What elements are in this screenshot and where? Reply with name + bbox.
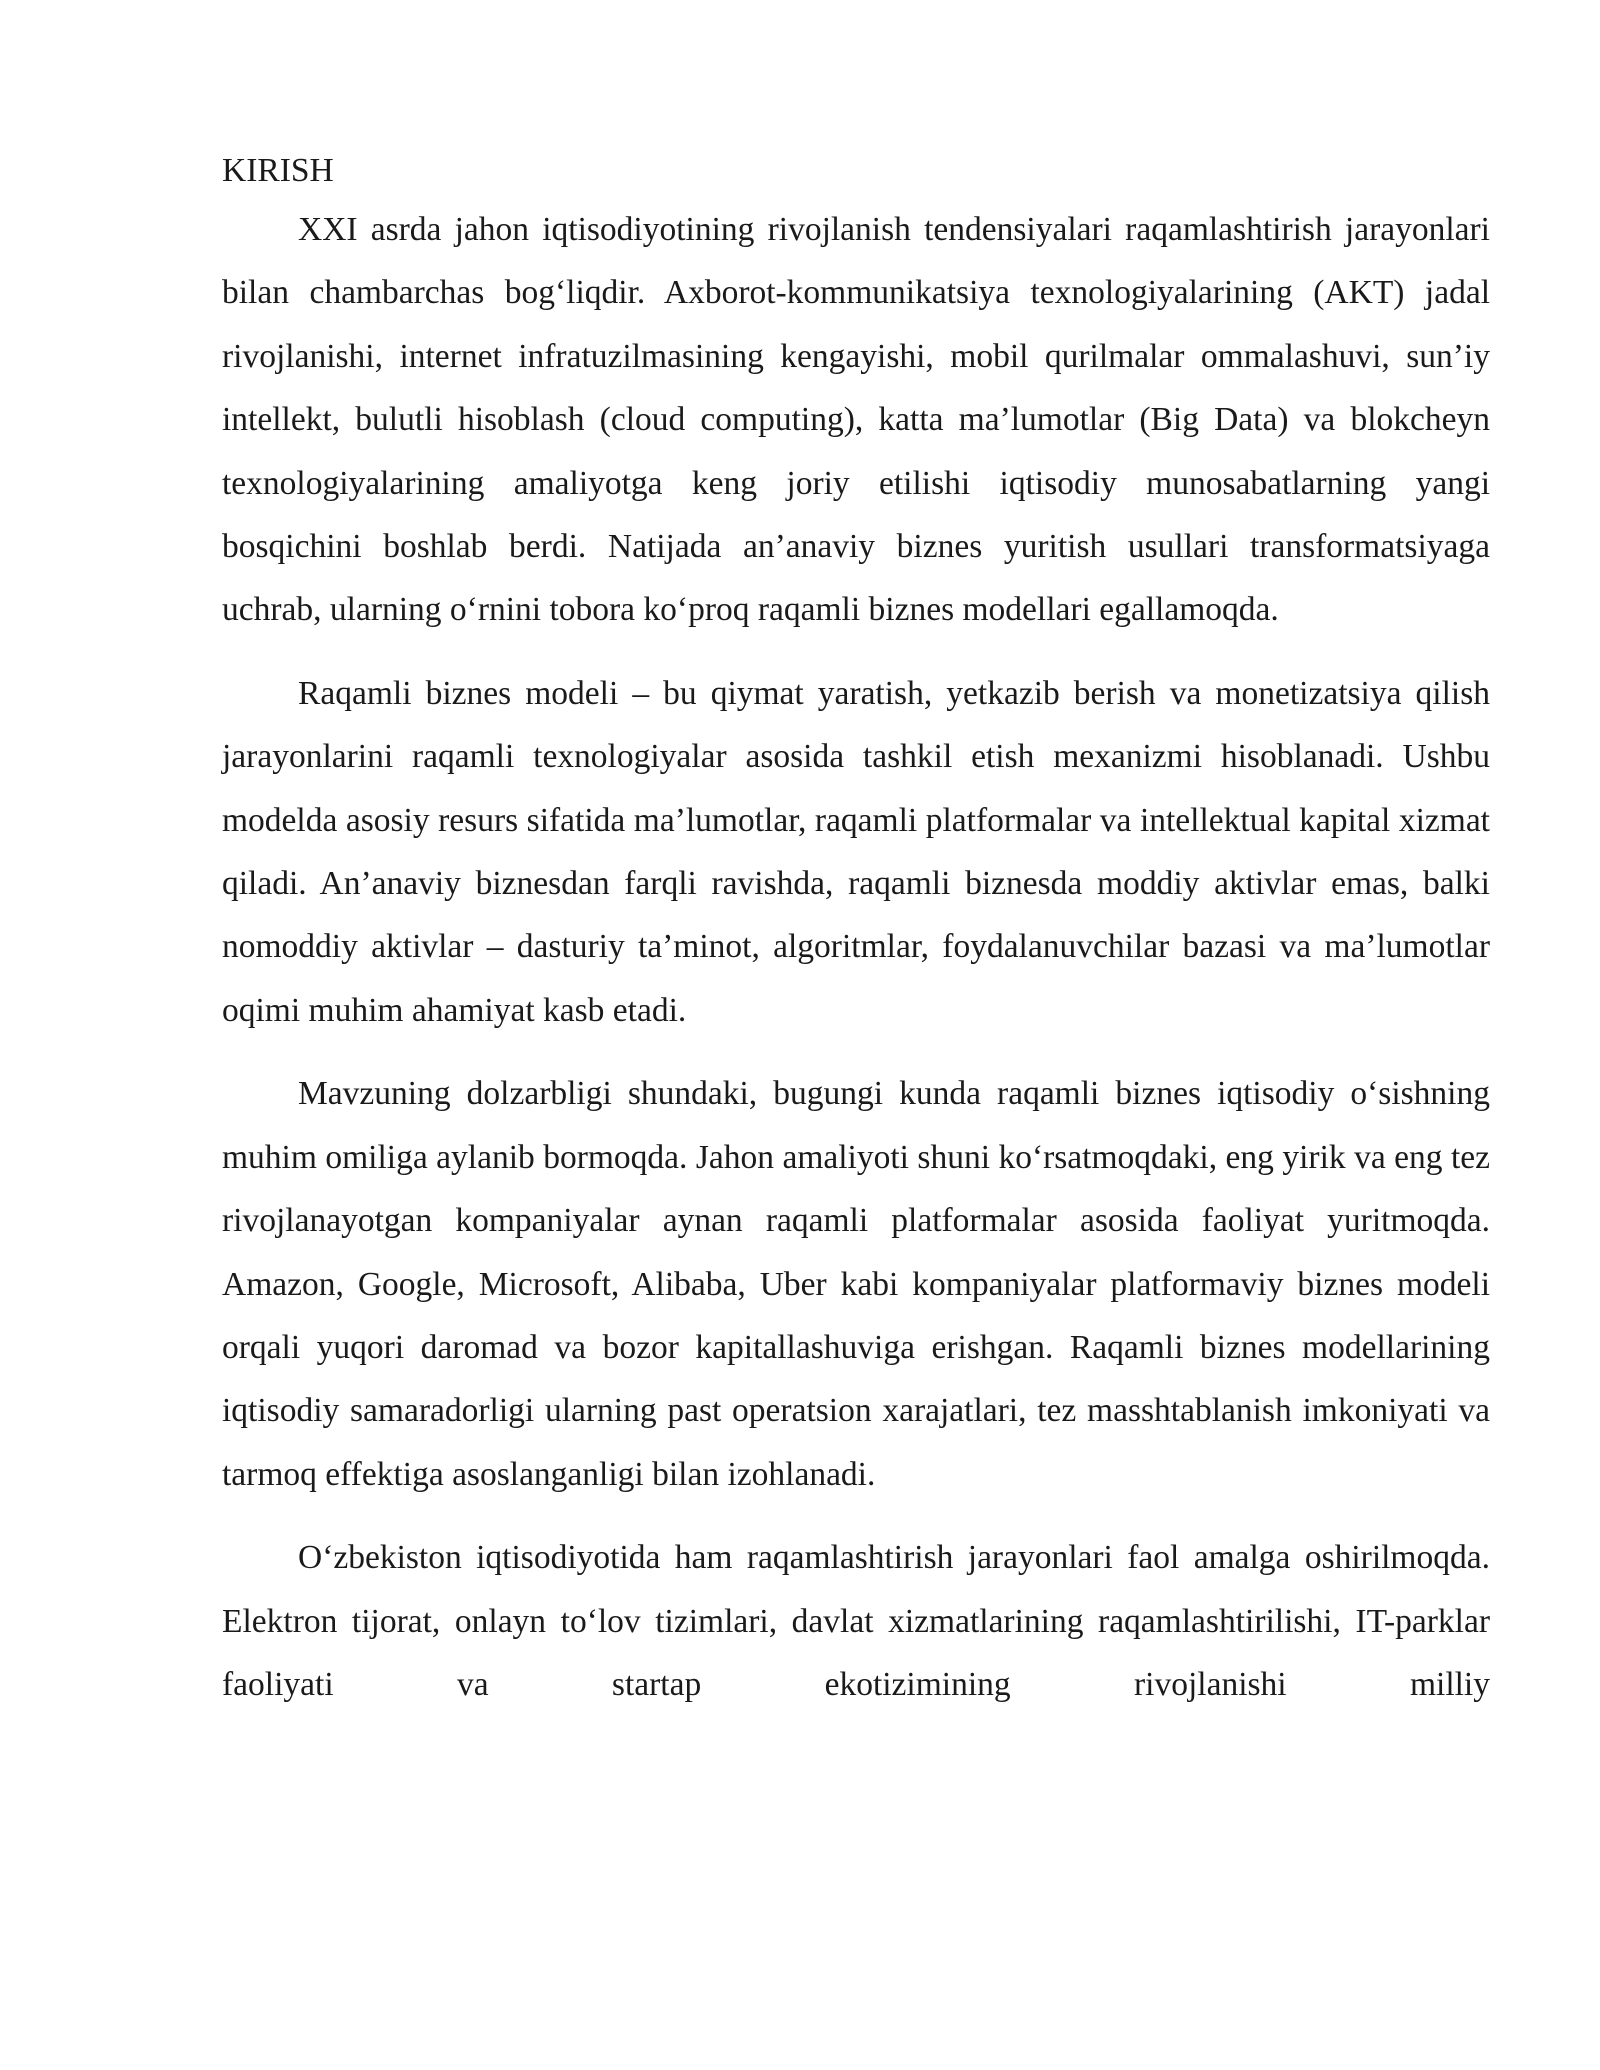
paragraph-intro: XXI asrda jahon iqtisodiyotining rivojlanish tendensiyalari raqamlashtirish jarayonlari bilan chambarchas bog‘liqdir. Axborot-kommunikatsiya texnologiyalarining (AKT) jadal rivojlanishi, internet infratuzilmasining kengayishi, mobil qurilmalar ommalashuvi, sun’iy intellekt, bulutli hisoblash (cloud computing), katta ma’lumotlar (Big Data) va blokcheyn texnologiyalarining amaliyotga keng joriy etilishi iqtisodiy munosabatlarning yangi bosqichini boshlab berdi. Natijada an’anaviy biznes yuritish usullari transformatsiyaga uchrab, ularning o‘rnini tobora ko‘proq raqamli biznes modellari egallamoqda. (222, 211, 1490, 629)
section-heading: KIRISH (222, 152, 334, 189)
paragraph-relevance: Mavzuning dolzarbligi shundaki, bugungi kunda raqamli biznes iqtisodiy o‘sishning muhim omiliga aylanib bormoqda. Jahon amaliyoti shuni ko‘rsatmoqdaki, eng yirik va eng tez rivojlanayotgan kompaniyalar aynan raqamli platformalar asosida faoliyat yuritmoqda. Amazon, Google, Microsoft, Alibaba, Uber kabi kompaniyalar platformaviy biznes modeli orqali yuqori daromad va bozor kapitallashuviga erishgan. Raqamli biznes modellarining iqtisodiy samaradorligi ularning past operatsion xarajatlari, tez masshtablanish imkoniyati va tarmoq effektiga asoslanganligi bilan izohlanadi. (222, 1075, 1490, 1493)
paragraph-definition: Raqamli biznes modeli – bu qiymat yaratish, yetkazib berish va monetizatsiya qilish jarayonlarini raqamli texnologiyalar asosida tashkil etish mexanizmi hisoblanadi. Ushbu modelda asosiy resurs sifatida ma’lumotlar, raqamli platformalar va intellektual kapital xizmat qiladi. An’anaviy biznesdan farqli ravishda, raqamli biznesda moddiy aktivlar emas, balki nomoddiy aktivlar – dasturiy ta’minot, algoritmlar, foydalanuvchilar bazasi va ma’lumotlar oqimi muhim ahamiyat kasb etadi. (222, 674, 1490, 1029)
document-body (222, 146, 1490, 1716)
paragraph-uzbekistan: O‘zbekiston iqtisodiyotida ham raqamlashtirish jarayonlari faol amalga oshirilmoqda. Elektron tijorat, onlayn to‘lov tizimlari, davlat xizmatlarining raqamlashtirilishi, IT-parklar faoliyati va startap ekotizimining rivojlanishi milliy (222, 1539, 1490, 1703)
